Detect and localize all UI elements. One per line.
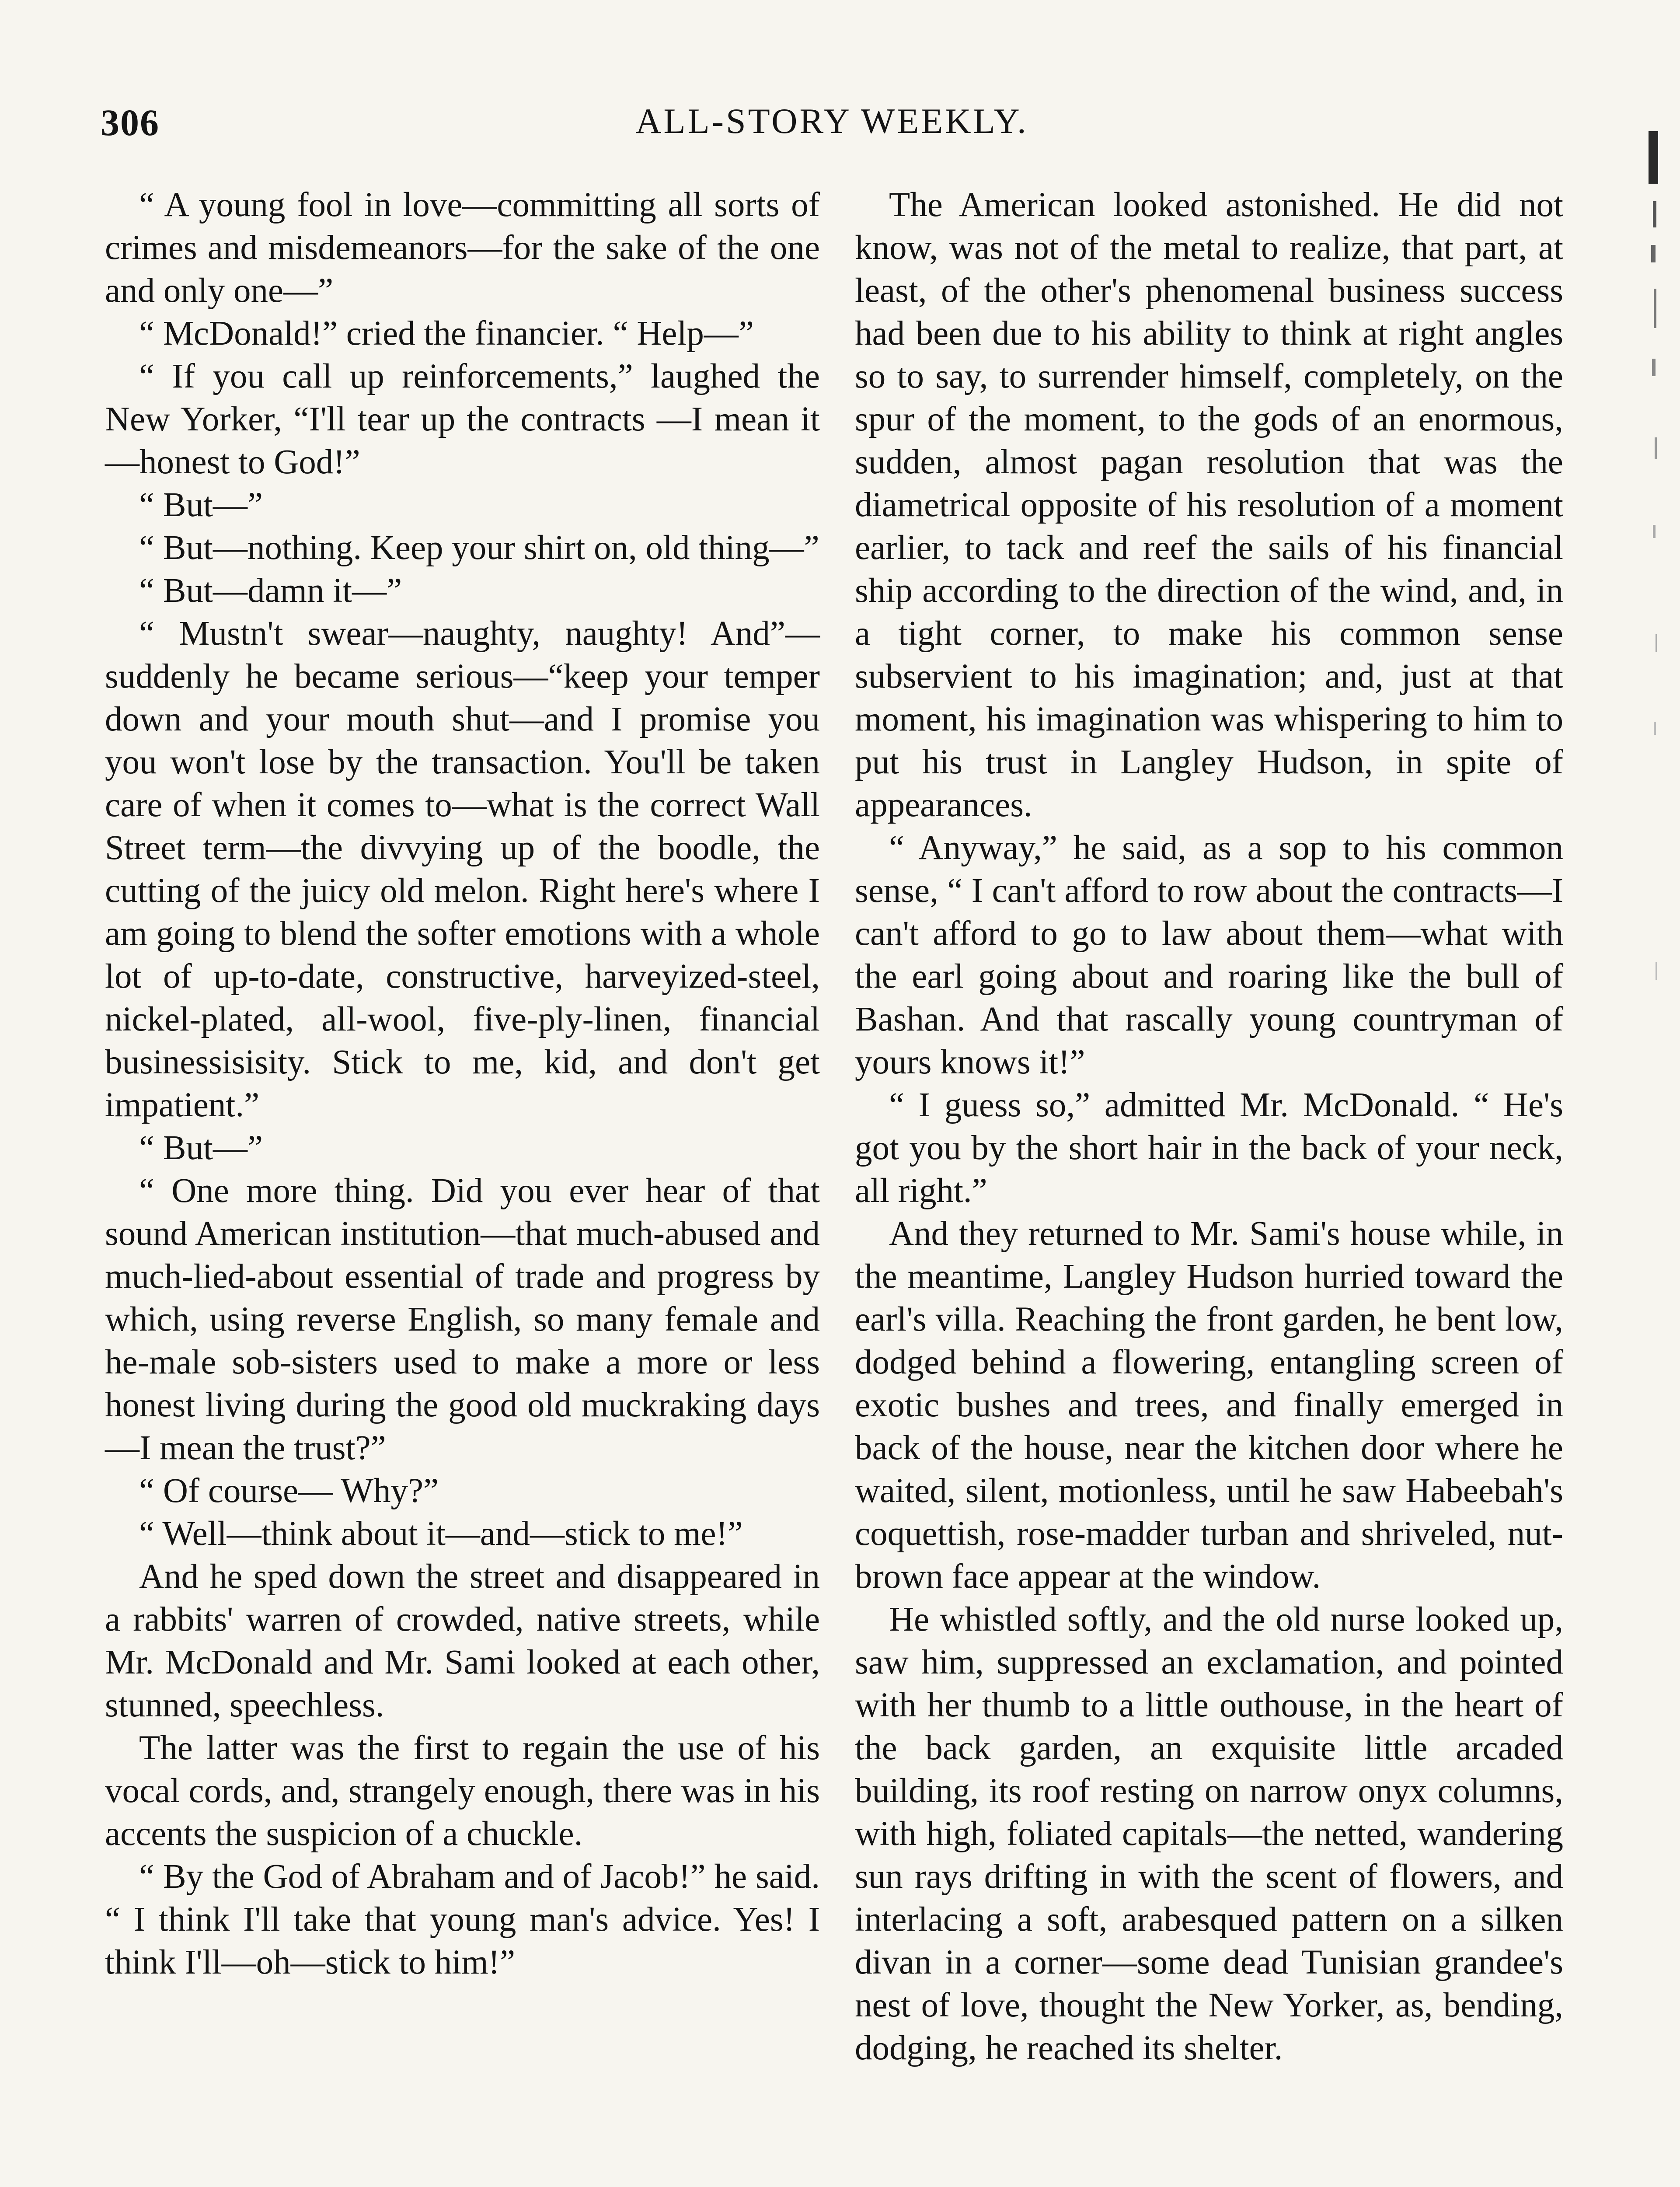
left-column-paragraph: “ Mustn't swear—naughty, naughty! And”—suddenly he became serious—“keep your temper down and your mouth shut—and I promise you you won't lose by the transaction. You'll be taken care of when it comes to—what is the correct Wall Street term—the divvying up of the boodle, the cutting of the juicy old melon. Right here's where I am going to blend the softer emotions with a whole lot of up-to-date, constructive, harveyized-steel, nickel-plated, all-wool, five-ply-linen, financial businessisisity. Stick to me, kid, and don't get impatient.” <box>105 615 820 1124</box>
right-column-paragraph: “ Anyway,” he said, as a sop to his common sense, “ I can't afford to row about the contracts—I can't afford to go to law about them—what with the earl going about and roaring like the bull of Bashan. And that rascally young countryman of yours knows it!” <box>855 829 1563 1081</box>
left-column-paragraph: And he sped down the street and disappeared in a rabbits' warren of crowded, native streets, while Mr. McDonald and Mr. Sami looked at each other, stunned, speechless. <box>105 1558 820 1724</box>
right-column-paragraph: “ I guess so,” admitted Mr. McDonald. “ He's got you by the short hair in the back of your neck, all right.” <box>855 1086 1563 1210</box>
running-head: ALL-STORY WEEKLY. <box>635 101 1028 141</box>
page-number: 306 <box>101 101 160 143</box>
right-column-paragraph: And they returned to Mr. Sami's house while, in the meantime, Langley Hudson hurried toward the earl's villa. Reaching the front garden, he bent low, dodged behind a flowering, entangling screen of exotic bushes and trees, and finally emerged in back of the house, near the kitchen door where he waited, silent, motionless, until he saw Habeebah's coquettish, rose-madder turban and shriveled, nut-brown face appear at the window. <box>855 1215 1563 1596</box>
right-column-paragraph: The American looked astonished. He did not know, was not of the metal to realize, that part, at least, of the other's phenomenal business success had been due to his ability to think at right angles so to say, to surrender himself, completely, on the spur of the moment, to the gods of an enormous, sudden, almost pagan resolution that was the diametrical opposite of his resolution of a moment earlier, to tack and reef the sails of his financial ship according to the direction of the wind, and, in a tight corner, to make his common sense subservient to his imagination; and, just at that moment, his imagination was whispering to him to put his trust in Langley Hudson, in spite of appearances. <box>855 186 1563 824</box>
right-column-paragraph: He whistled softly, and the old nurse looked up, saw him, suppressed an exclamation, and pointed with her thumb to a little outhouse, in the heart of the back garden, an exquisite little arcaded building, its roof resting on narrow onyx columns, with high, foliated capitals—the netted, wandering sun rays drifting in with the scent of flowers, and interlacing a soft, arabesqued pattern on a silken divan in a corner—some dead Tunisian grandee's nest of love, thought the New Yorker, as, bending, dodging, he reached its shelter. <box>855 1600 1563 2067</box>
left-column-paragraph: “ McDonald!” cried the financier. “ Help—” <box>139 314 754 353</box>
left-column-paragraph: “ Of course— Why?” <box>139 1472 439 1510</box>
left-column-paragraph: The latter was the first to regain the use of his vocal cords, and, strangely enough, there was in his accents the suspicion of a chuckle. <box>105 1729 820 1853</box>
left-column-paragraph: “ A young fool in love—committing all sorts of crimes and misdemeanors—for the sake of the one and only one—” <box>105 186 820 310</box>
left-column-paragraph: “ But—” <box>139 1129 263 1167</box>
page-edge-marks <box>1641 131 1667 1137</box>
right-text-column <box>855 184 1563 2070</box>
left-column-paragraph: “ Well—think about it—and—stick to me!” <box>139 1515 743 1553</box>
left-column-paragraph: “ But—nothing. Keep your shirt on, old thing—” <box>139 529 819 567</box>
page-header <box>101 101 1563 157</box>
left-column-paragraph: “ By the God of Abraham and of Jacob!” he said. “ I think I'll take that young man's advice. Yes! I think I'll—oh—stick to him!” <box>105 1858 820 1981</box>
left-column-paragraph: “ But—damn it—” <box>139 572 402 610</box>
left-column-paragraph: “ One more thing. Did you ever hear of that sound American institution—that much-abused and much-lied-about essential of trade and progress by which, using reverse English, so many female and he-male sob-sisters used to make a more or less honest living during the good old muckraking days—I mean the trust?” <box>105 1172 820 1467</box>
left-column-paragraph: “ But—” <box>139 486 263 524</box>
left-column-paragraph: “ If you call up reinforcements,” laughed the New Yorker, “I'll tear up the contracts —I mean it—honest to God!” <box>105 357 820 481</box>
left-text-column <box>105 184 820 1984</box>
